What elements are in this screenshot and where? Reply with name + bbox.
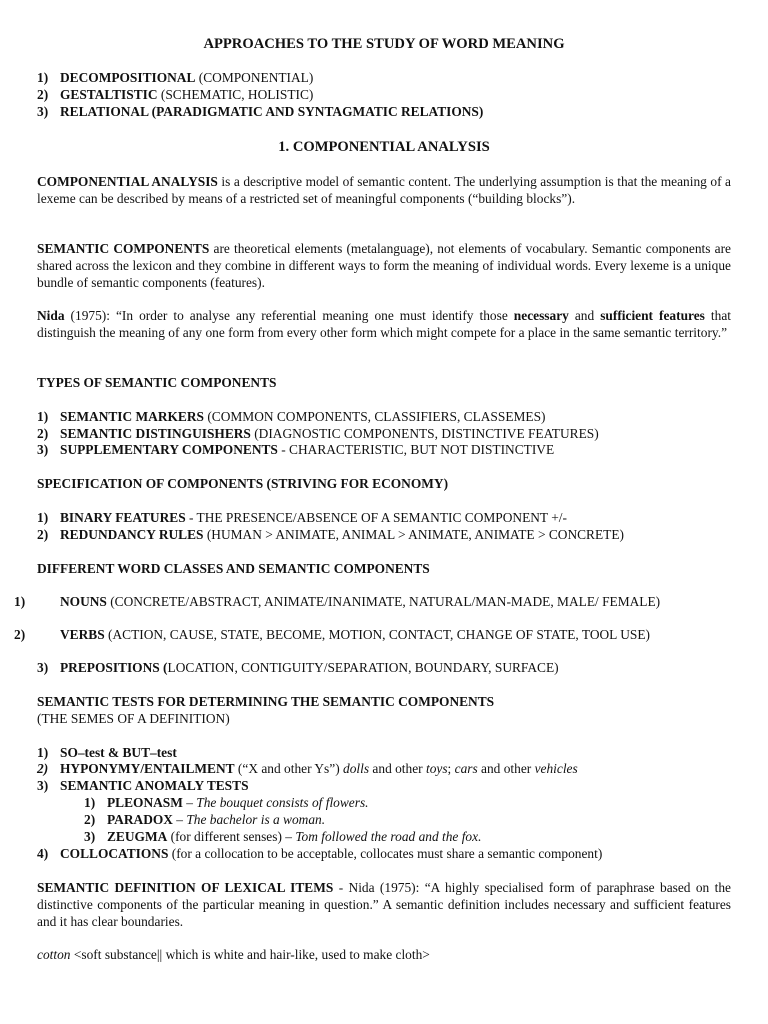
heading-semantic-tests: SEMANTIC TESTS FOR DETERMINING THE SEMANTIC COMPONENTS [37,694,495,709]
heading-types-of-semantic-components: TYPES OF SEMANTIC COMPONENTS [37,375,277,390]
section-title-componential-analysis: 1. COMPONENTIAL ANALYSIS [278,139,490,155]
heading-word-classes: DIFFERENT WORD CLASSES AND SEMANTIC COMPONENTS [37,561,430,576]
tests-item-anomaly: 3) SEMANTIC ANOMALY TESTS [37,778,249,793]
tests-item-collocations: 4) COLLOCATIONS (for a collocation to be acceptable, collocates must share a semantic component) [37,846,603,861]
classes-item-nouns: 1) NOUNS (CONCRETE/ABSTRACT, ANIMATE/INANIMATE, NATURAL/MAN-MADE, MALE/ FEMALE) [14,594,661,609]
classes-item-prepositions: 3) PREPOSITIONS (LOCATION, CONTIGUITY/SEPARATION, BOUNDARY, SURFACE) [37,660,559,675]
paragraph-semantic-components: SEMANTIC COMPONENTS are theoretical elements (metalanguage), not elements of vocabulary. Semantic components are shared across the lexicon and they combine in different ways to form the meaning of individual words. Every lexeme is a unique bundle of semantic components (features). [37,241,731,290]
tests-item-so-but: 1) SO–test & BUT–test [37,745,177,760]
anomaly-item-zeugma: 3) ZEUGMA (for different senses) – Tom followed the road and the fox. [84,829,482,844]
types-item-1: 1) SEMANTIC MARKERS (COMMON COMPONENTS, CLASSIFIERS, CLASSEMES) [37,409,546,424]
cotton-definition-example: cotton <soft substance|| which is white and hair-like, used to make cloth> [37,947,430,962]
anomaly-item-paradox: 2) PARADOX – The bachelor is a woman. [84,812,326,827]
approach-item-1: 1) DECOMPOSITIONAL (COMPONENTIAL) [37,70,314,85]
approach-item-3: 3) RELATIONAL (PARADIGMATIC AND SYNTAGMATIC RELATIONS) [37,104,484,119]
types-item-3: 3) SUPPLEMENTARY COMPONENTS - CHARACTERISTIC, BUT NOT DISTINCTIVE [37,442,555,457]
anomaly-item-pleonasm: 1) PLEONASM – The bouquet consists of flowers. [84,795,369,810]
classes-item-verbs: 2) VERBS (ACTION, CAUSE, STATE, BECOME, MOTION, CONTACT, CHANGE OF STATE, TOOL USE) [14,627,650,642]
tests-item-hyponymy: 2) HYPONYMY/ENTAILMENT (“X and other Ys”) dolls and other toys; cars and other vehicles [37,761,578,776]
heading-specification-of-components: SPECIFICATION OF COMPONENTS (STRIVING FOR ECONOMY) [37,476,449,491]
page-title: APPROACHES TO THE STUDY OF WORD MEANING [203,36,565,52]
paragraph-nida-quote: Nida (1975): “In order to analyse any referential meaning one must identify those necessary and sufficient features that distinguish the meaning of any one form from every other form which might compete for a place in the same semantic territory.” [37,308,731,340]
paragraph-semantic-definition: SEMANTIC DEFINITION OF LEXICAL ITEMS - Nida (1975): “A highly specialised form of paraphrase based on the distinctive components of the particular meaning in question.” A semantic definition includes necessary and sufficient features and it has clear boundaries. [37,880,731,929]
spec-item-2: 2) REDUNDANCY RULES (HUMAN > ANIMATE, ANIMAL > ANIMATE, ANIMATE > CONCRETE) [37,527,624,542]
spec-item-1: 1) BINARY FEATURES - THE PRESENCE/ABSENCE OF A SEMANTIC COMPONENT +/- [37,510,567,525]
types-item-2: 2) SEMANTIC DISTINGUISHERS (DIAGNOSTIC COMPONENTS, DISTINCTIVE FEATURES) [37,426,599,441]
approach-item-2: 2) GESTALTISTIC (SCHEMATIC, HOLISTIC) [37,87,314,102]
subheading-semes: (THE SEMES OF A DEFINITION) [37,711,230,726]
paragraph-componential-analysis: COMPONENTIAL ANALYSIS is a descriptive model of semantic content. The underlying assumption is that the meaning of a lexeme can be described by means of a restricted set of meaningful components (“building blocks”). [37,174,731,206]
